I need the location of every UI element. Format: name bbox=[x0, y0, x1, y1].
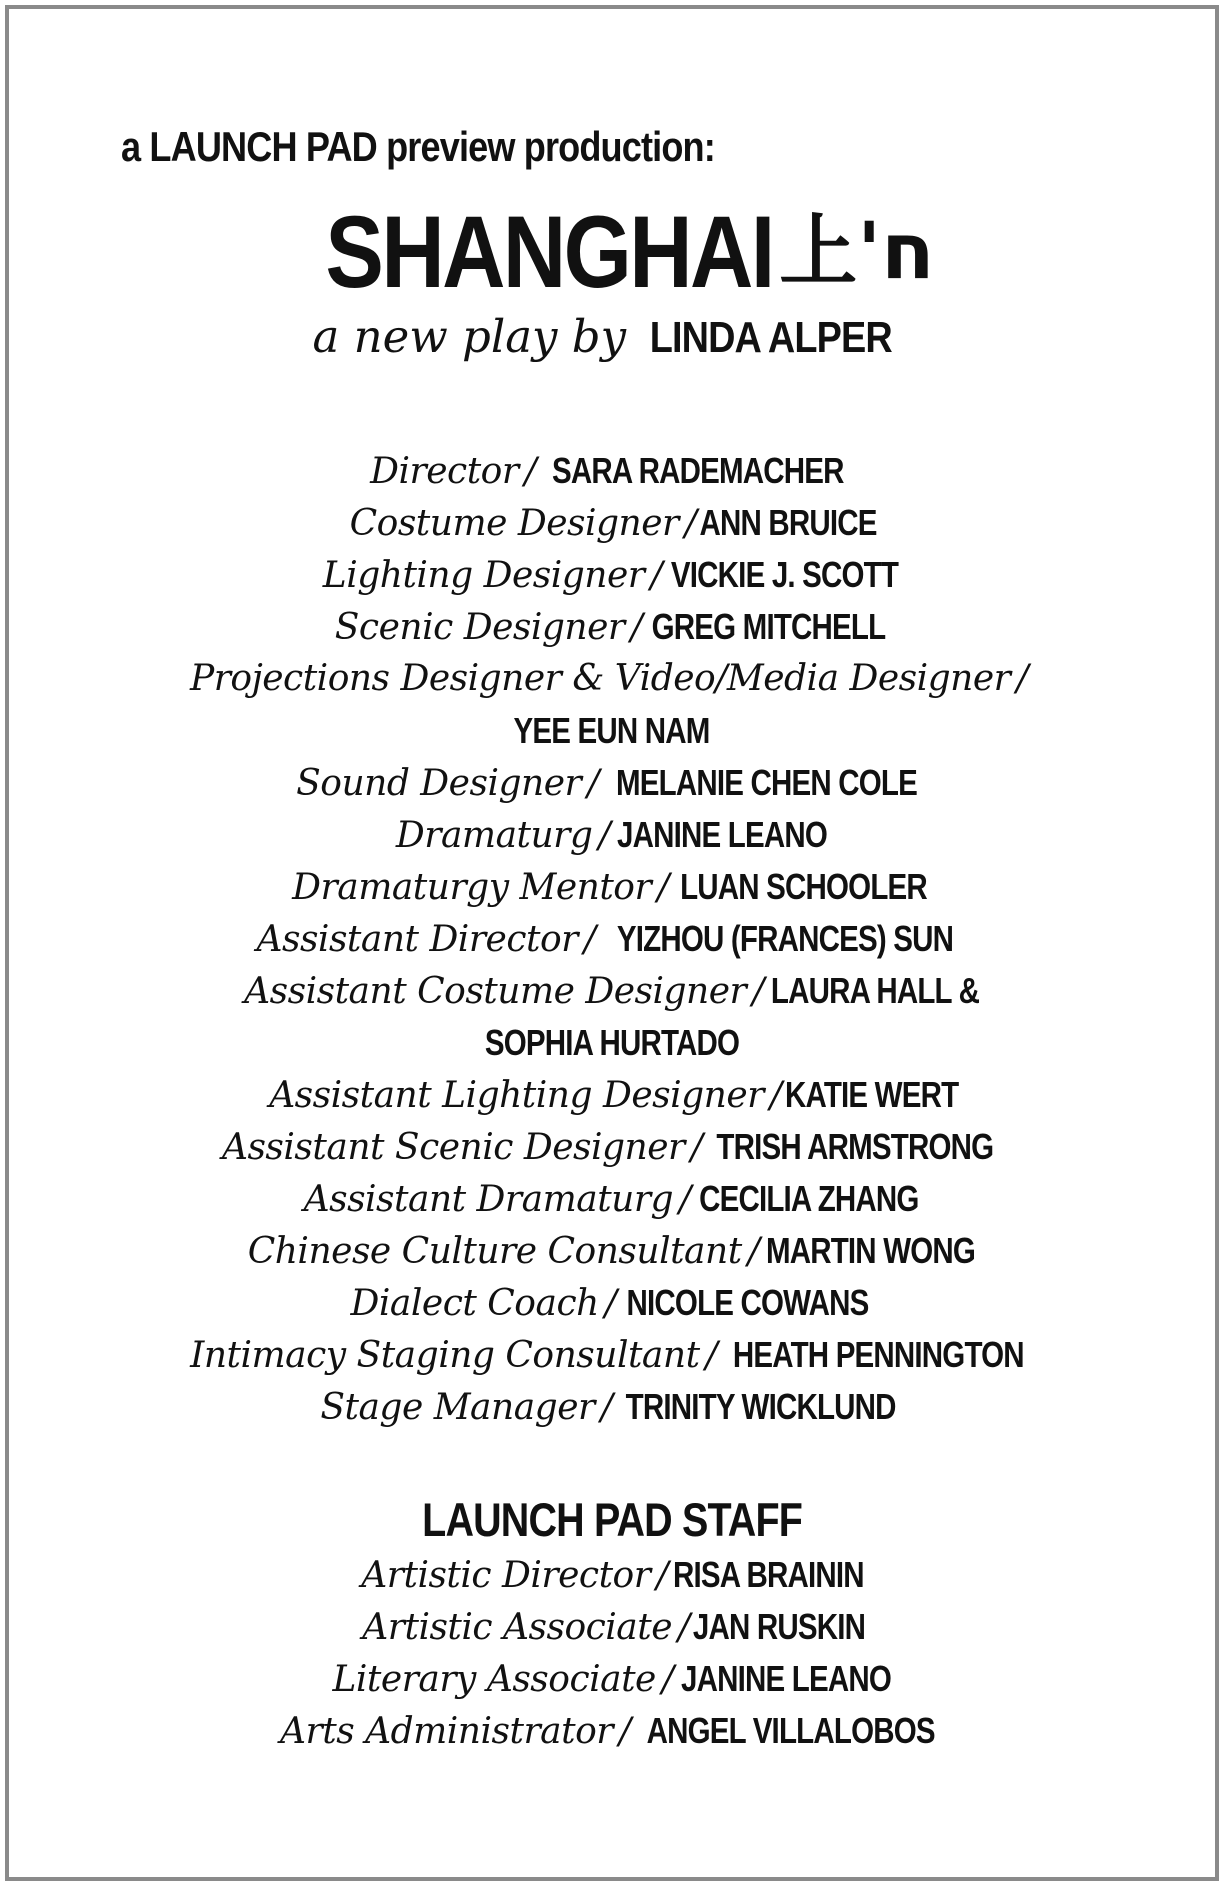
credit-role: Assistant Lighting Designer bbox=[269, 1075, 764, 1116]
credit-name: HEATH PENNINGTON bbox=[733, 1334, 1024, 1375]
credit-role: Scenic Designer bbox=[334, 607, 625, 648]
credit-role: Sound Designer bbox=[296, 763, 582, 804]
credit-line bbox=[9, 965, 1215, 1017]
credit-line bbox=[9, 1069, 1215, 1121]
credit-name: JANINE LEANO bbox=[617, 814, 828, 855]
staff-role: Arts Administrator bbox=[280, 1711, 613, 1752]
credit-role: Director bbox=[370, 451, 519, 492]
credit-name: YIZHOU (FRANCES) SUN bbox=[616, 918, 953, 959]
staff-name: RISA BRAININ bbox=[673, 1554, 864, 1595]
credit-role: Assistant Dramaturg bbox=[303, 1179, 674, 1220]
staff-name: ANGEL VILLALOBOS bbox=[646, 1710, 935, 1751]
credit-name: YEE EUN NAM bbox=[513, 710, 711, 751]
separator: / bbox=[1016, 658, 1029, 699]
separator: / bbox=[656, 1555, 669, 1596]
credit-line bbox=[9, 705, 1215, 757]
credit-line bbox=[9, 1277, 1215, 1329]
separator: / bbox=[604, 1283, 617, 1324]
credit-name: NICOLE COWANS bbox=[626, 1282, 869, 1323]
separator: / bbox=[630, 607, 643, 648]
intro-line: a LAUNCH PAD preview production: bbox=[121, 123, 715, 170]
staff-role: Artistic Associate bbox=[362, 1607, 673, 1648]
separator: / bbox=[752, 971, 764, 1012]
credit-role: Assistant Scenic Designer bbox=[221, 1127, 685, 1168]
credit-line bbox=[9, 1017, 1215, 1069]
separator: / bbox=[618, 1711, 631, 1752]
credit-line bbox=[9, 549, 1215, 601]
credit-line bbox=[9, 1121, 1215, 1173]
separator: / bbox=[657, 867, 669, 908]
credit-name-continued: SOPHIA HURTADO bbox=[484, 1022, 740, 1063]
separator: / bbox=[679, 1179, 691, 1220]
credit-name: GREG MITCHELL bbox=[651, 606, 886, 647]
credit-name: KATIE WERT bbox=[784, 1074, 958, 1115]
credit-line bbox=[9, 913, 1215, 965]
credit-name: ANN BRUICE bbox=[699, 502, 877, 543]
credit-name: MELANIE CHEN COLE bbox=[615, 762, 917, 803]
separator: / bbox=[705, 1335, 718, 1376]
staff-line bbox=[9, 1549, 1215, 1601]
credit-role: Lighting Designer bbox=[322, 555, 645, 596]
staff-role: Literary Associate bbox=[332, 1659, 656, 1700]
credit-role: Dramaturg bbox=[395, 815, 593, 856]
credit-role: Dramaturgy Mentor bbox=[292, 867, 652, 908]
staff-list bbox=[9, 1549, 1215, 1757]
separator: / bbox=[583, 919, 596, 960]
credit-line bbox=[9, 653, 1215, 705]
staff-heading bbox=[9, 1491, 1215, 1549]
credit-line bbox=[9, 757, 1215, 809]
separator: / bbox=[598, 815, 611, 856]
separator: / bbox=[650, 555, 663, 596]
credit-name: SARA RADEMACHER bbox=[552, 450, 844, 491]
credit-role: Dialect Coach bbox=[350, 1283, 599, 1324]
credit-role: Stage Manager bbox=[320, 1387, 595, 1428]
title-glyphs: 上'ח bbox=[779, 207, 935, 297]
staff-line bbox=[9, 1601, 1215, 1653]
staff-name: JANINE LEANO bbox=[680, 1658, 891, 1699]
credit-line bbox=[9, 1173, 1215, 1225]
credit-name: TRISH ARMSTRONG bbox=[716, 1126, 994, 1167]
separator: / bbox=[524, 451, 537, 492]
credit-role: Intimacy Staging Consultant bbox=[190, 1335, 700, 1376]
separator: / bbox=[684, 503, 697, 544]
byline-prefix: a new play by bbox=[312, 310, 627, 363]
separator: / bbox=[661, 1659, 674, 1700]
credit-name: LUAN SCHOOLER bbox=[679, 866, 927, 907]
credit-line bbox=[9, 445, 1215, 497]
separator: / bbox=[587, 763, 599, 804]
credit-role: Assistant Director bbox=[256, 919, 578, 960]
credit-role: Projections Designer & Video/Media Designer bbox=[189, 658, 1011, 699]
staff-name: JAN RUSKIN bbox=[692, 1606, 865, 1647]
staff-role: Artistic Director bbox=[361, 1555, 651, 1596]
credit-role: Costume Designer bbox=[349, 503, 679, 544]
credit-line bbox=[9, 1225, 1215, 1277]
separator: / bbox=[678, 1607, 690, 1648]
credit-role: Assistant Costume Designer bbox=[244, 971, 747, 1012]
credits-list bbox=[9, 445, 1215, 1433]
separator: / bbox=[600, 1387, 613, 1428]
separator: / bbox=[769, 1075, 782, 1116]
playwright-name: LINDA ALPER bbox=[649, 313, 892, 362]
staff-heading-text: LAUNCH PAD STAFF bbox=[422, 1493, 802, 1546]
credit-name: LAURA HALL & bbox=[770, 970, 980, 1011]
byline bbox=[9, 309, 1215, 365]
staff-line bbox=[9, 1653, 1215, 1705]
separator: / bbox=[747, 1231, 760, 1272]
credit-line bbox=[9, 1381, 1215, 1433]
credit-name: CECILIA ZHANG bbox=[698, 1178, 919, 1219]
credit-name: TRINITY WICKLUND bbox=[626, 1386, 897, 1427]
credit-role: Chinese Culture Consultant bbox=[247, 1231, 742, 1272]
credit-line bbox=[9, 809, 1215, 861]
credit-name: MARTIN WONG bbox=[766, 1230, 976, 1271]
program-page bbox=[5, 5, 1219, 1881]
credit-line bbox=[9, 1329, 1215, 1381]
credit-line bbox=[9, 861, 1215, 913]
credit-name: VICKIE J. SCOTT bbox=[671, 554, 899, 595]
title-text: SHANGHAI bbox=[325, 195, 773, 309]
credit-line bbox=[9, 497, 1215, 549]
separator: / bbox=[690, 1127, 703, 1168]
play-title bbox=[9, 197, 1215, 307]
staff-line bbox=[9, 1705, 1215, 1757]
credit-line bbox=[9, 601, 1215, 653]
